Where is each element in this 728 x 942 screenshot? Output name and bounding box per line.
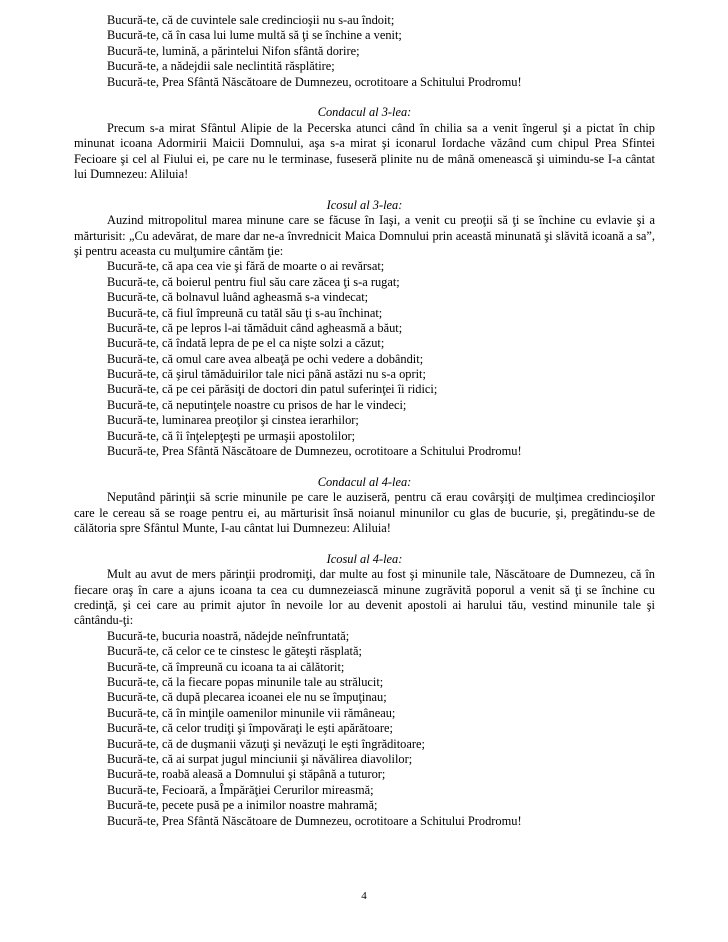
verse-line: Bucură-te, că în minţile oamenilor minunile vii rămâneau;	[107, 705, 396, 720]
verse-line: Bucură-te, că celor ce te cinstesc le găteşti răsplată;	[107, 644, 362, 659]
verse-line: Bucură-te, că bolnavul luând agheasmă s-a vindecat;	[107, 290, 369, 305]
verse-line: Bucură-te, că împreună cu icoana ta ai călătorit;	[107, 659, 345, 674]
verse-line: Bucură-te, că neputinţele noastre cu prisos de har le vindeci;	[107, 397, 407, 412]
verse-line: Bucură-te, că după plecarea icoanei ele nu se împuţinau;	[107, 690, 387, 705]
condac4-paragraph: Neputând părinţii să scrie minunile pe care le auziseră, pentru că erau covârşiţi de mulţimea credincioşilor care le cereau să se roage pentru ei, au mărturisit însă noianul minunilor cu glas de bucurie, şi, pregătindu-se de călătoria spre Sfântul Munte, I-au cântat lui Dumnezeu: Aliluia!	[74, 490, 655, 536]
condac4-heading: Condacul al 4-lea:	[317, 474, 412, 489]
verse-line: Bucură-te, roabă aleasă a Domnului şi stăpână a tuturor;	[107, 767, 386, 782]
verse-line: Bucură-te, că pe lepros l-ai tămăduit când agheasmă a băut;	[107, 320, 403, 335]
verse-line: Bucură-te, pecete pusă pe a inimilor noastre mahramă;	[107, 798, 378, 813]
icos4-heading: Icosul al 4-lea:	[326, 551, 403, 566]
icos4-paragraph: Mult au avut de mers părinţii prodromiţi, dar multe au fost şi minunile tale, Născătoare de Dumnezeu, că în fiecare oraş în care a ajuns icoana ta cea cu dumnezeiască minune zugrăvită poporul a venit să ţi se închine cu credinţă, şi cei care au primit ajutor în nevoile lor au devenit apostoli ai harului tău, vestind minunile tale şi cântându-ţi:	[74, 567, 655, 628]
verse-line: Bucură-te, lumină, a părintelui Nifon sfântă dorire;	[107, 43, 360, 58]
section1-lines	[74, 13, 655, 90]
icos3-paragraph: Auzind mitropolitul marea minune care se făcuse în Iaşi, a venit cu preoţii să ţi se închine cu evlavie şi a mărturisit: „Cu adevărat, de mare dar ne-a învrednicit Maica Domnului prin această minunată şi slăvită icoană a sa”, şi pentru aceasta cu mulţumire cântăm ţie:	[74, 213, 655, 258]
verse-line: Bucură-te, Prea Sfântă Născătoare de Dumnezeu, ocrotitoare a Schitului Prodromu!	[107, 74, 522, 89]
verse-line: Bucură-te, că pe cei părăsiţi de doctori din patul suferinţei îi ridici;	[107, 382, 438, 397]
verse-line: Bucură-te, că de cuvintele sale credincioşii nu s-au îndoit;	[107, 13, 395, 27]
spacer	[74, 90, 655, 105]
condac3-paragraph: Precum s-a mirat Sfântul Alipie de la Pecerska atunci când în chilia sa a venit îngerul şi a pictat în chip minunat icoana Adormirii Maicii Domnului, aşa s-a mirat şi iconarul Iordache văzând cum chipul Prea Sfintei Fecioare şi cel al Fiului ei, pe care nu le terminase, fuseseră plinite nu de mână omenească şi uimindu-se I-a cântat lui Dumnezeu: Aliluia!	[74, 120, 655, 181]
icos3-heading: Icosul al 3-lea:	[326, 197, 403, 212]
condac3-heading: Condacul al 3-lea:	[317, 105, 412, 120]
verse-line: Bucură-te, luminarea preoţilor şi cinstea ierarhilor;	[107, 413, 359, 428]
verse-line: Bucură-te, că ai surpat jugul minciunii şi năvălirea diavolilor;	[107, 751, 413, 766]
icos4-lines	[74, 629, 655, 829]
spacer	[74, 459, 655, 474]
verse-line: Bucură-te, că apa cea vie şi fără de moarte o ai revărsat;	[107, 259, 385, 274]
icos3-lines	[74, 259, 655, 459]
verse-line: Bucură-te, Fecioară, a Împărăţiei Cerurilor mireasmă;	[107, 782, 374, 797]
verse-line: Bucură-te, că fiul împreună cu tatăl său ţi s-au închinat;	[107, 305, 383, 320]
verse-line: Bucură-te, că în casa lui lume multă să ţi se închine a venit;	[107, 28, 402, 43]
page-number: 4	[361, 890, 367, 902]
spacer	[74, 182, 655, 197]
verse-line: Bucură-te, că şirul tămăduirilor tale nici până astăzi nu s-a oprit;	[107, 367, 426, 382]
spacer	[74, 536, 655, 551]
verse-line: Bucură-te, că îndată lepra de pe el ca nişte solzi a căzut;	[107, 336, 385, 351]
verse-line: Bucură-te, Prea Sfântă Născătoare de Dumnezeu, ocrotitoare a Schitului Prodromu!	[107, 444, 522, 459]
verse-line: Bucură-te, că boierul pentru fiul său care zăcea ţi s-a rugat;	[107, 274, 400, 289]
verse-line: Bucură-te, că îi înţelepţeşti pe urmaşii apostolilor;	[107, 428, 356, 443]
page-content	[74, 13, 655, 829]
verse-line: Bucură-te, că la fiecare popas minunile tale au strălucit;	[107, 675, 384, 690]
verse-line: Bucură-te, că omul care avea albeaţă pe ochi vedere a dobândit;	[107, 351, 424, 366]
verse-line: Bucură-te, Prea Sfântă Născătoare de Dumnezeu, ocrotitoare a Schitului Prodromu!	[107, 813, 522, 828]
verse-line: Bucură-te, a nădejdii sale neclintită răsplătire;	[107, 59, 335, 74]
verse-line: Bucură-te, că de duşmanii văzuţi şi nevăzuţi le eşti îngrăditoare;	[107, 736, 425, 751]
verse-line: Bucură-te, bucuria noastră, nădejde neînfruntată;	[107, 628, 350, 643]
verse-line: Bucură-te, că celor trudiţi şi împovăraţi le eşti apărătoare;	[107, 721, 393, 736]
